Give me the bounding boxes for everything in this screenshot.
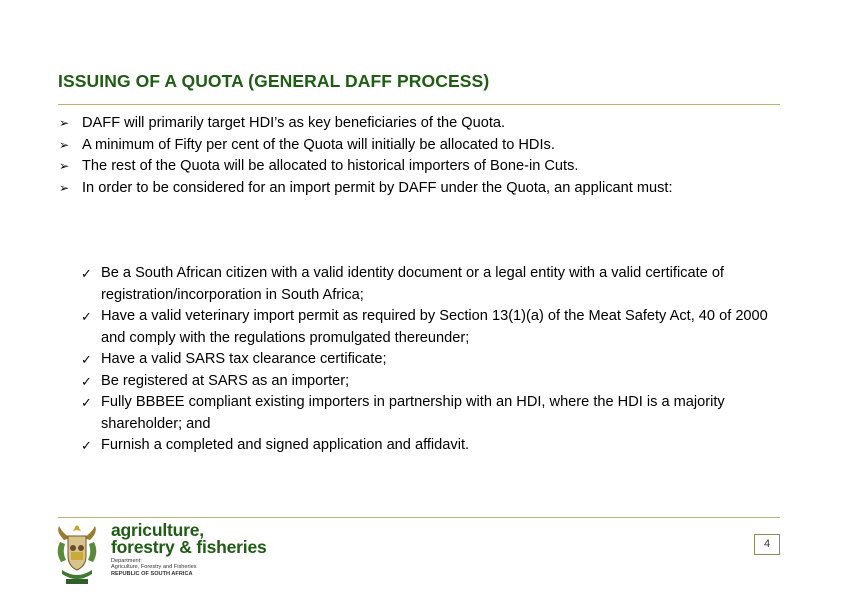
footer-divider bbox=[58, 517, 780, 518]
bullet-item bbox=[58, 135, 778, 157]
south-africa-coat-of-arms-icon bbox=[52, 522, 102, 588]
page-number: 4 bbox=[754, 534, 780, 555]
requirement-item bbox=[80, 263, 780, 306]
requirement-list bbox=[80, 263, 780, 457]
arrowhead-bullet-icon: ➢ bbox=[59, 116, 70, 130]
arrowhead-bullet-icon: ➢ bbox=[59, 180, 70, 195]
department-label bbox=[111, 558, 251, 577]
checkmark-icon: ✓ bbox=[81, 438, 92, 453]
brand-line-2: forestry & fisheries bbox=[111, 536, 267, 557]
arrowhead-bullet-icon: ➢ bbox=[59, 137, 70, 152]
arrowhead-bullet-icon: ➢ bbox=[59, 159, 70, 173]
bullet-item bbox=[58, 113, 778, 135]
checkmark-icon: ✓ bbox=[81, 309, 92, 324]
checkmark-icon: ✓ bbox=[81, 395, 92, 410]
department-line-1: Department: bbox=[111, 558, 142, 564]
requirement-text: Be registered at SARS as an importer; bbox=[101, 372, 350, 389]
requirement-item bbox=[80, 392, 780, 435]
bullet-text: A minimum of Fifty per cent of the Quota will initially be allocated to HDIs. bbox=[82, 136, 555, 153]
requirement-text: Furnish a completed and signed application and affidavit. bbox=[101, 437, 470, 453]
department-line-2: Agriculture, Forestry and Fisheries bbox=[111, 564, 197, 571]
requirement-text: Fully BBBEE compliant existing importers in partnership with an HDI, where the HDI is a majority shareholder; and bbox=[101, 394, 725, 432]
checkmark-icon: ✓ bbox=[81, 266, 92, 281]
requirement-text: Have a valid SARS tax clearance certificate; bbox=[101, 351, 387, 367]
requirement-item bbox=[80, 306, 780, 349]
bullet-text: The rest of the Quota will be allocated to historical importers of Bone-in Cuts. bbox=[82, 158, 579, 174]
checkmark-icon: ✓ bbox=[81, 373, 92, 389]
requirement-item bbox=[80, 371, 780, 393]
checkmark-icon: ✓ bbox=[81, 352, 92, 367]
requirement-text: Be a South African citizen with a valid identity document or a legal entity with a valid certificate of registration/incorporation in South Africa; bbox=[101, 265, 724, 303]
country-line: REPUBLIC OF SOUTH AFRICA bbox=[111, 570, 193, 577]
requirement-item bbox=[80, 349, 780, 371]
requirement-item bbox=[80, 435, 780, 457]
bullet-item bbox=[58, 156, 778, 178]
requirement-text: Have a valid veterinary import permit as required by Section 13(1)(a) of the Meat Safety Act, 40 of 2000 and comply with the regulations promulgated thereunder; bbox=[101, 308, 768, 346]
bullet-item bbox=[58, 178, 778, 200]
bullet-text: In order to be considered for an import permit by DAFF under the Quota, an applicant must: bbox=[82, 179, 673, 196]
title-divider bbox=[58, 104, 780, 105]
slide-title: ISSUING OF A QUOTA (GENERAL DAFF PROCESS) bbox=[58, 71, 490, 91]
bullet-list bbox=[58, 113, 778, 199]
bullet-text: DAFF will primarily target HDI’s as key beneficiaries of the Quota. bbox=[82, 115, 506, 131]
brand-name bbox=[111, 522, 267, 555]
brand-line-1: agriculture, bbox=[111, 520, 204, 540]
